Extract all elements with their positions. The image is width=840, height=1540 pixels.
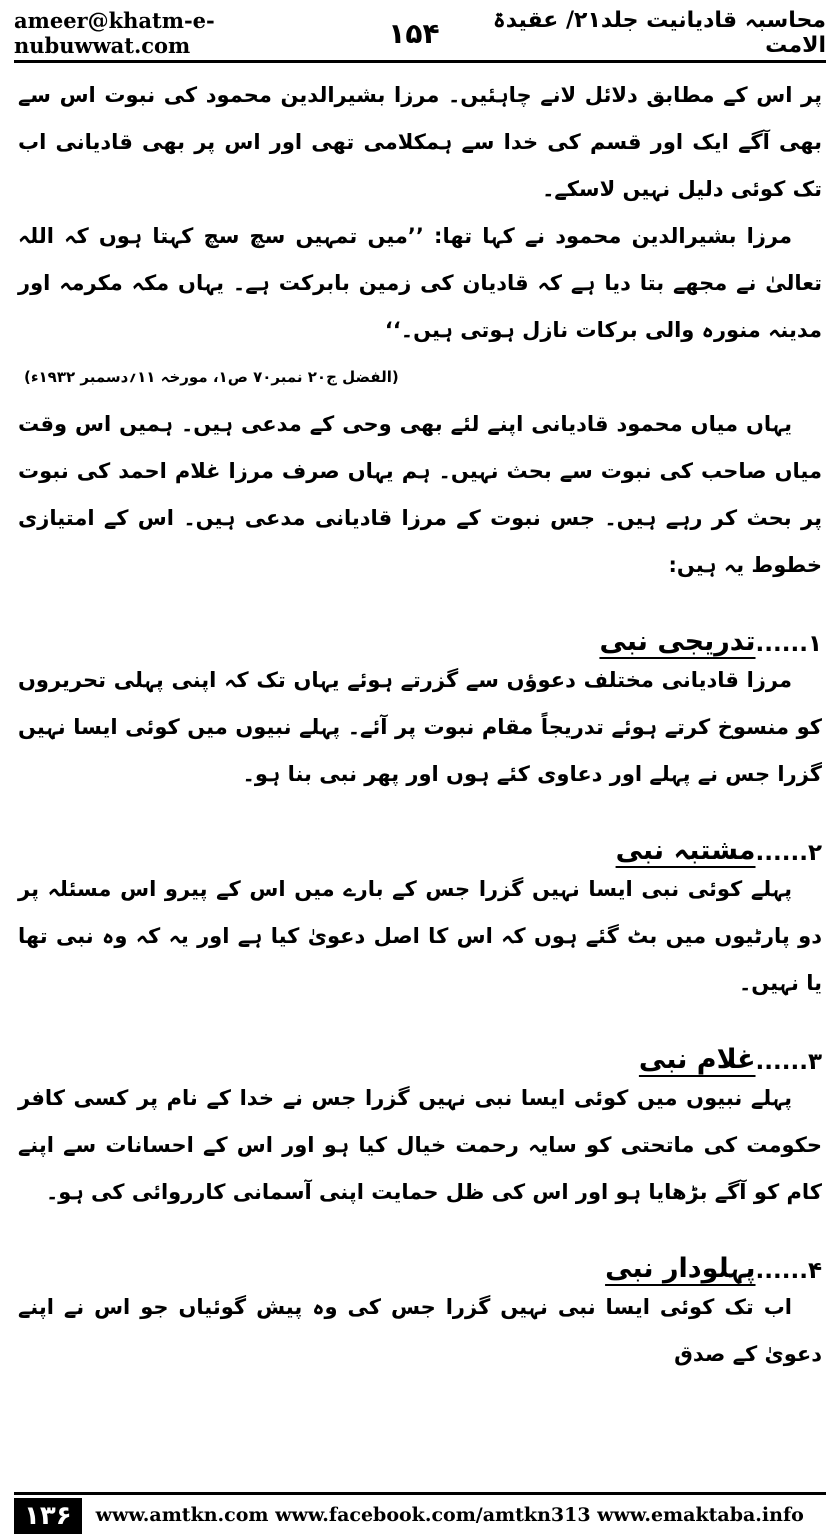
paragraph-1: پر اس کے مطابق دلائل لانے چاہئیں۔ مرزا بشیرالدین محمود کی نبوت اس سے بھی آگے ایک اور قسم کی خدا سے ہمکلامی تھی اور اس پر بھی قادیانی اب تک کوئی دلیل نہیں لاسکے۔ [18,83,822,201]
section-title: غلام نبی [638,1044,756,1075]
section-title: مشتبہ نبی [615,835,756,866]
section-text-3: پہلے نبیوں میں کوئی ایسا نبی نہیں گزرا جس نے خدا کے نام پر کسی کافر حکومت کی ماتحتی کو سایہ رحمت خیال کیا ہو اور اس کے احسانات سے اپنے کام کو آگے بڑھایا ہو اور اس کی ظل حمایت اپنی آسمانی کارروائی کی ہو۔ [18,1086,822,1204]
section-number: ۴...... [755,1258,822,1284]
section-heading-2 [18,798,822,866]
section-title: پہلودار نبی [605,1253,756,1284]
section-heading-1 [18,589,822,657]
header-left [14,8,440,58]
page-footer [14,1492,826,1535]
page-body [18,72,822,1378]
citation: (الفضل ج۲۰ نمبر۷۰ ص۱، مورخہ ۱۱؍دسمبر ۱۹۳۲ء) [24,368,399,386]
section-number: ۳...... [755,1049,822,1075]
footer-links: www.amtkn.com www.facebook.com/amtkn313 www.emaktaba.info [95,1504,804,1526]
quote-text: مرزا بشیرالدین محمود نے کہا تھا: ’’میں تمہیں سچ سچ کہتا ہوں کہ اللہ تعالیٰ نے مجھے بتا دیا ہے کہ قادیان کی زمین بابرکت ہے۔ یہاں مکہ مکرمہ اور مدینہ منورہ والی برکات نازل ہوتی ہیں۔‘‘ [18,224,822,342]
section-number: ۱...... [755,631,822,657]
page-header [14,6,826,63]
section-text-1: مرزا قادیانی مختلف دعوؤں سے گزرتے ہوئے یہاں تک کہ اپنی پہلی تحریروں کو منسوخ کرتے ہوئے تدریجاً مقام نبوت پر آئے۔ پہلے نبیوں میں کوئی ایسا نہیں گزرا جس نے پہلے اور دعاوی کئے ہوں اور پھر نبی بنا ہو۔ [18,668,822,786]
paragraph-3: یہاں میاں محمود قادیانی اپنے لئے بھی وحی کے مدعی ہیں۔ ہمیں اس وقت میاں صاحب کی نبوت سے بحث نہیں۔ ہم یہاں صرف مرزا غلام احمد کی نبوت پر بحث کر رہے ہیں۔ جس نبوت کے مرزا قادیانی مدعی ہیں۔ اس کے امتیازی خطوط یہ ہیں: [18,412,822,577]
header-email: ameer@khatm-e-nubuwwat.com [14,8,215,58]
section-number: ۲...... [755,840,822,866]
section-text-2: پہلے کوئی نبی ایسا نہیں گزرا جس کے بارے میں اس کے پیرو اس مسئلہ پر دو پارٹیوں میں بٹ گئے ہوں کہ اس کا اصل دعویٰ کیا ہے اور یہ کہ وہ نبی تھا یا نہیں۔ [18,877,822,995]
header-book-title: محاسبہ قادیانیت جلد۲۱/ عقیدۃ الامت [492,8,826,58]
section-text-4: اب تک کوئی ایسا نبی نہیں گزرا جس کی وہ پیش گوئیاں جو اس نے اپنے دعویٰ کے صدق [18,1295,822,1366]
section-heading-3 [18,1007,822,1075]
footer-page-number: ۱۳۶ [14,1498,82,1534]
section-heading-4 [18,1216,822,1284]
paragraph-2-quote [18,213,822,386]
header-page-number: ۱۵۴ [388,16,440,50]
section-title: تدریجی نبی [599,626,756,657]
